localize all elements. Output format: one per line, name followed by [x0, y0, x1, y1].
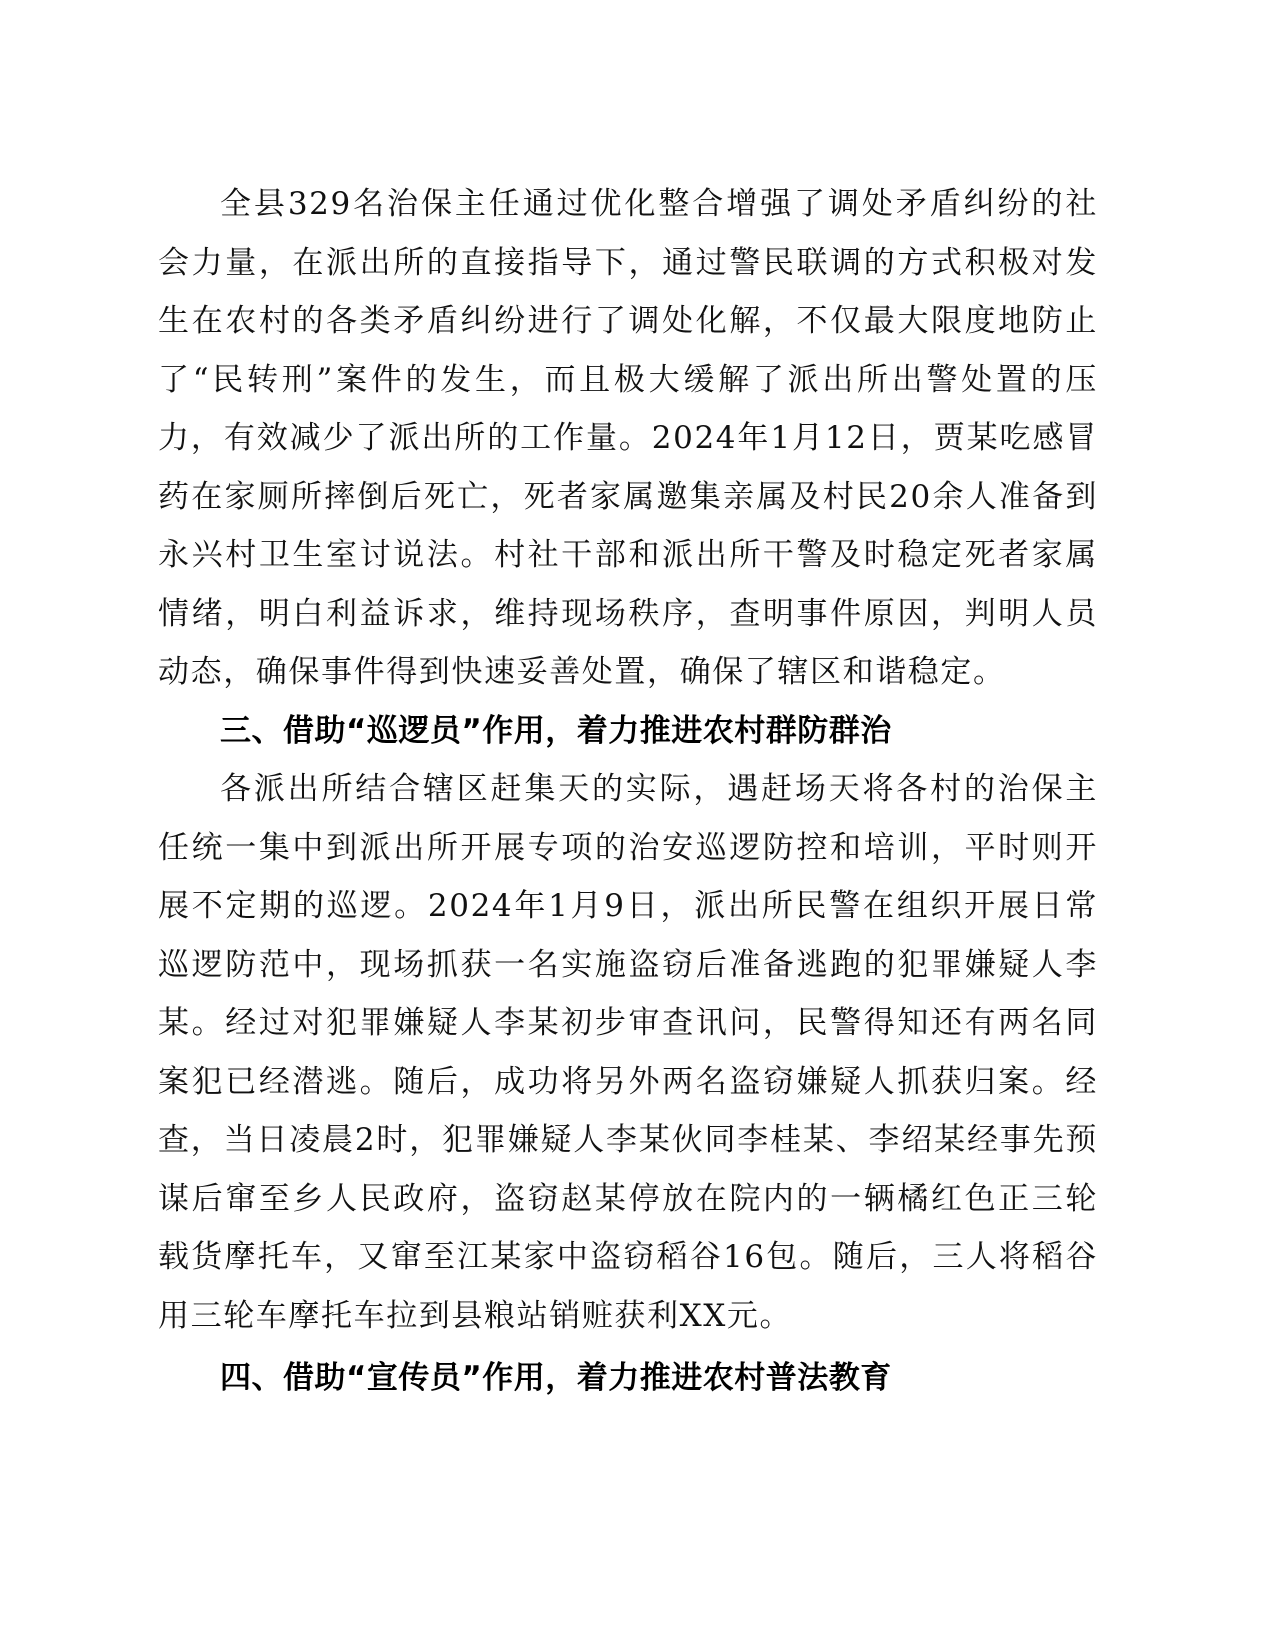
paragraph-patrol: 各派出所结合辖区赶集天的实际，遇赶场天将各村的治保主任统一集中到派出所开展专项的治安巡逻防控和培训，平时则开展不定期的巡逻。2024年1月9日，派出所民警在组织开展日常巡逻防范中，现场抓获一名实施盗窃后准备逃跑的犯罪嫌疑人李某。经过对犯罪嫌疑人李某初步审查讯问，民警得知还有两名同案犯已经潜逃。随后，成功将另外两名盗窃嫌疑人抓获归案。经查，当日凌晨2时，犯罪嫌疑人李某伙同李桂某、李绍某经事先预谋后窜至乡人民政府，盗窃赵某停放在院内的一辆橘红色正三轮载货摩托车，又窜至江某家中盗窃稻谷16包。随后，三人将稻谷用三轮车摩托车拉到县粮站销赃获利XX元。	[158, 771, 1098, 1334]
section-heading-patrol: 三、借助“巡逻员”作用，着力推进农村群防群治	[220, 712, 892, 749]
paragraph-mediation: 全县329名治保主任通过优化整合增强了调处矛盾纠纷的社会力量，在派出所的直接指导下，通过警民联调的方式积极对发生在农村的各类矛盾纠纷进行了调处化解，不仅最大限度地防止了“民转刑”案件的发生，而且极大缓解了派出所出警处置的压力，有效减少了派出所的工作量。2024年1月12日，贾某吃感冒药在家厕所摔倒后死亡，死者家属邀集亲属及村民20余人准备到永兴村卫生室讨说法。村社干部和派出所干警及时稳定死者家属情绪，明白利益诉求，维持现场秩序，查明事件原因，判明人员动态，确保事件得到快速妥善处置，确保了辖区和谐稳定。	[158, 186, 1098, 690]
section-heading-publicity: 四、借助“宣传员”作用，着力推进农村普法教育	[220, 1360, 892, 1396]
document-body	[158, 175, 1098, 1408]
